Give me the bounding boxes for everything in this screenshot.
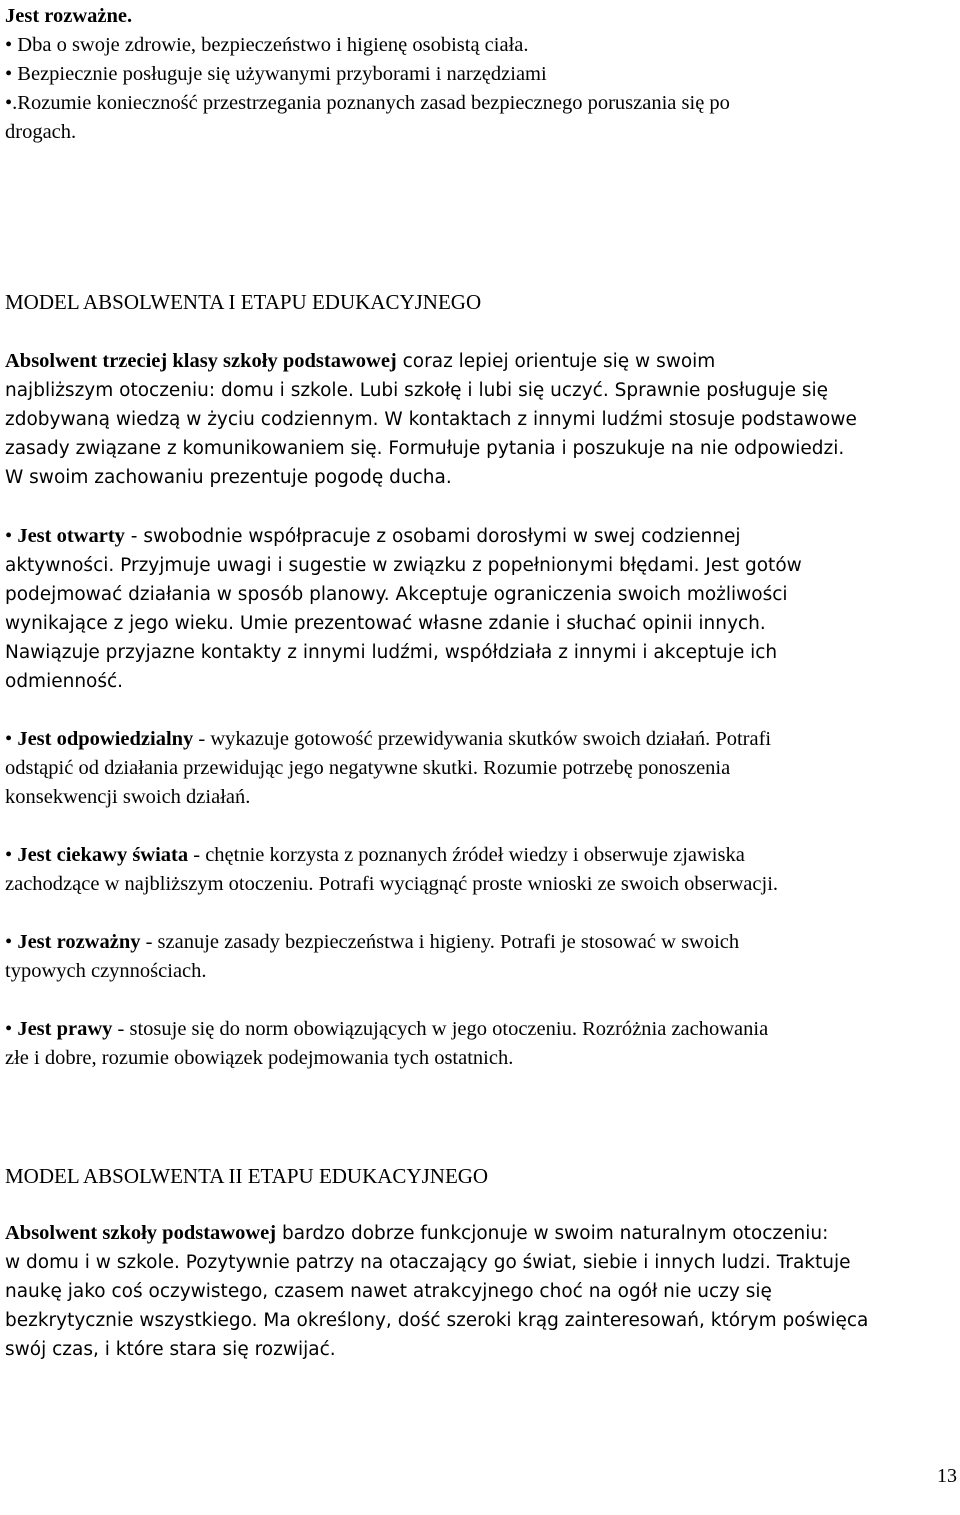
section1-para-line: najbliższym otoczeniu: domu i szkole. Lubi szkołę i lubi się uczyć. Sprawnie posługuje się: [5, 380, 828, 401]
intro-item: drogach.: [5, 121, 77, 143]
trait-curious: [5, 841, 955, 899]
trait-line: odmienność.: [5, 671, 124, 692]
intro-item: • Dba o swoje zdrowie, bezpieczeństwo i higienę osobistą ciała.: [5, 34, 529, 56]
trait-term: Jest prawy: [17, 1018, 113, 1040]
intro-title: Jest rozważne.: [5, 5, 133, 27]
section2-heading: MODEL ABSOLWENTA II ETAPU EDUKACYJNEGO: [5, 1164, 489, 1188]
section1-heading: MODEL ABSOLWENTA I ETAPU EDUKACYJNEGO: [5, 290, 482, 314]
trait-righteous: [5, 1015, 955, 1073]
trait-text: - swobodnie współpracuje z osobami dorosłymi w swej codziennej: [124, 526, 741, 547]
section2-paragraph: [5, 1219, 955, 1364]
trait-term: Jest otwarty: [17, 525, 125, 547]
intro-block: [5, 2, 955, 147]
bullet-icon: •: [5, 728, 18, 750]
section1-para-text: coraz lepiej orientuje się w swoim: [396, 351, 716, 372]
section2-para-line: w domu i w szkole. Pozytywnie patrzy na otaczający go świat, siebie i innych ludzi. Traktuje: [5, 1252, 851, 1273]
section2-para-text: bardzo dobrze funkcjonuje w swoim naturalnym otoczeniu:: [276, 1223, 829, 1244]
trait-line: typowych czynnościach.: [5, 960, 207, 982]
trait-text: - wykazuje gotowość przewidywania skutków swoich działań. Potrafi: [193, 728, 772, 750]
trait-line: złe i dobre, rozumie obowiązek podejmowania tych ostatnich.: [5, 1047, 514, 1069]
trait-line: odstąpić od działania przewidując jego negatywne skutki. Rozumie potrzebę ponoszenia: [5, 757, 731, 779]
bullet-icon: •: [5, 844, 18, 866]
section2-para-line: bezkrytycznie wszystkiego. Ma określony, dość szeroki krąg zainteresowań, którym poświęca: [5, 1310, 869, 1331]
trait-text: - chętnie korzysta z poznanych źródeł wiedzy i obserwuje zjawiska: [188, 844, 745, 866]
section1-para-line: zdobywaną wiedzą w życiu codziennym. W kontaktach z innymi ludźmi stosuje podstawowe: [5, 409, 857, 430]
bullet-icon: •: [5, 525, 18, 547]
bullet-icon: •: [5, 1018, 18, 1040]
trait-text: - szanuje zasady bezpieczeństwa i higieny. Potrafi je stosować w swoich: [140, 931, 740, 953]
intro-item: •.Rozumie konieczność przestrzegania poznanych zasad bezpiecznego poruszania się po: [5, 92, 730, 114]
trait-term: Jest ciekawy świata: [17, 844, 189, 866]
section1-para-line: W swoim zachowaniu prezentuje pogodę ducha.: [5, 467, 452, 488]
trait-line: konsekwencji swoich działań.: [5, 786, 251, 808]
section1-lead: Absolwent trzeciej klasy szkoły podstawowej: [5, 350, 397, 372]
trait-line: wynikające z jego wieku. Umie prezentować własne zdanie i słuchać opinii innych.: [5, 613, 766, 634]
section2-para-line: swój czas, i które stara się rozwijać.: [5, 1339, 336, 1360]
trait-term: Jest odpowiedzialny: [17, 728, 194, 750]
trait-line: podejmować działania w sposób planowy. Akceptuje ograniczenia swoich możliwości: [5, 584, 788, 605]
trait-responsible: [5, 725, 955, 812]
intro-item: • Bezpiecznie posługuje się używanymi przyborami i narzędziami: [5, 63, 547, 85]
bullet-icon: •: [5, 931, 18, 953]
page-number: 13: [937, 1465, 957, 1487]
section2-lead: Absolwent szkoły podstawowej: [5, 1222, 277, 1244]
trait-prudent: [5, 928, 955, 986]
trait-term: Jest rozważny: [17, 931, 141, 953]
trait-text: - stosuje się do norm obowiązujących w jego otoczeniu. Rozróżnia zachowania: [112, 1018, 769, 1040]
trait-line: aktywności. Przyjmuje uwagi i sugestie w związku z popełnionymi błędami. Jest gotów: [5, 555, 802, 576]
trait-line: Nawiązuje przyjazne kontakty z innymi ludźmi, współdziała z innymi i akceptuje ich: [5, 642, 778, 663]
trait-line: zachodzące w najbliższym otoczeniu. Potrafi wyciągnąć proste wnioski ze swoich obserwacji.: [5, 873, 779, 895]
trait-open: [5, 522, 955, 696]
section1-paragraph: [5, 347, 955, 492]
section1-para-line: zasady związane z komunikowaniem się. Formułuje pytania i poszukuje na nie odpowiedzi.: [5, 438, 845, 459]
section2-para-line: naukę jako coś oczywistego, czasem nawet atrakcyjnego choć na ogół nie uczy się: [5, 1281, 772, 1302]
